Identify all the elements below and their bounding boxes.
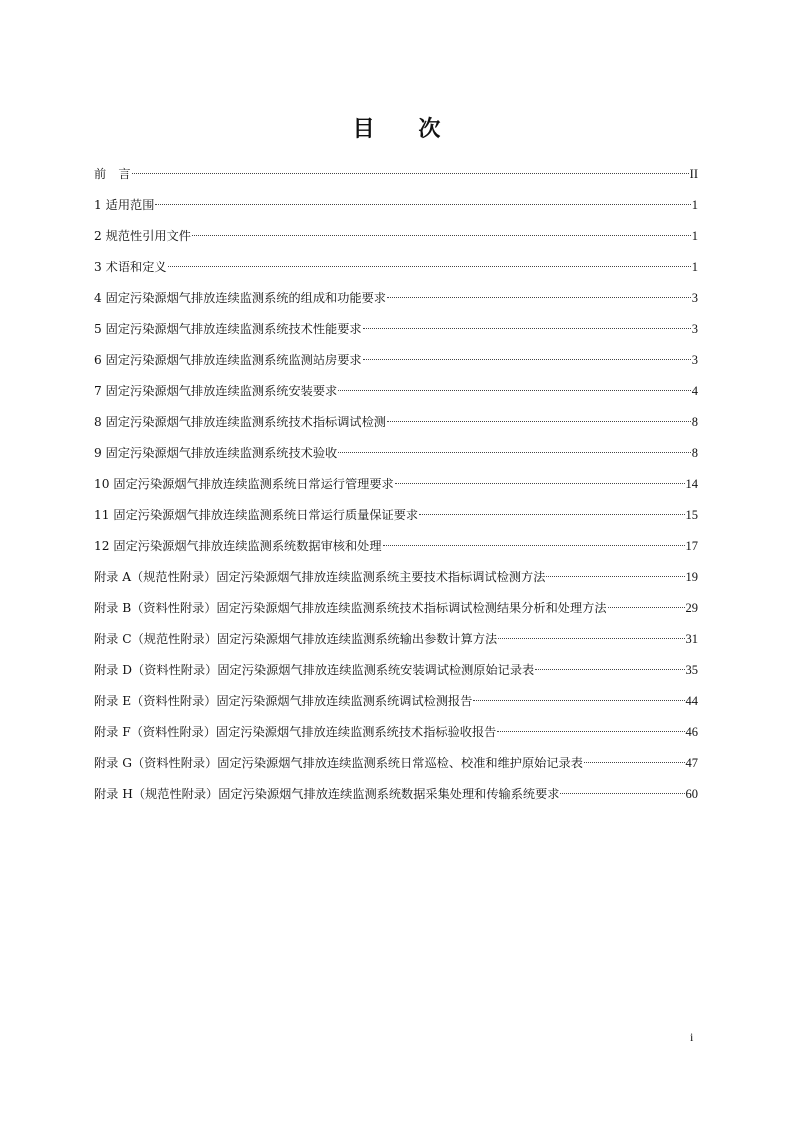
toc-entry-page: 1	[691, 229, 698, 243]
toc-entry-page: 29	[685, 601, 698, 615]
toc-leader-dots	[473, 700, 684, 701]
toc-entry[interactable]	[94, 534, 698, 565]
toc-entry-page: 4	[691, 384, 698, 398]
page-number: i	[690, 1030, 694, 1044]
toc-entry[interactable]	[94, 162, 698, 193]
toc-entry-page: 19	[685, 570, 698, 584]
toc-entry-label: 附录 A（规范性附录）固定污染源烟气排放连续监测系统主要技术指标调试检测方法	[94, 570, 546, 584]
toc-entry[interactable]	[94, 596, 698, 627]
toc-entry-page: 8	[691, 415, 698, 429]
toc-leader-dots	[192, 235, 691, 236]
toc-entry-label: 附录 B（资料性附录）固定污染源烟气排放连续监测系统技术指标调试检测结果分析和处理方法	[94, 601, 607, 615]
toc-entry-label: 附录 D（资料性附录）固定污染源烟气排放连续监测系统安装调试检测原始记录表	[94, 663, 535, 677]
toc-entry[interactable]	[94, 751, 698, 782]
toc-entry-label: 9 固定污染源烟气排放连续监测系统技术验收	[94, 446, 338, 460]
toc-leader-dots	[132, 173, 689, 174]
toc-entry-page: 8	[691, 446, 698, 460]
toc-entry-page: 15	[685, 508, 698, 522]
toc-entry-page: 47	[685, 756, 698, 770]
toc-entry[interactable]	[94, 348, 698, 379]
toc-entry-page: II	[689, 167, 698, 181]
toc-entry[interactable]	[94, 565, 698, 596]
toc-entry[interactable]	[94, 255, 698, 286]
toc-entry-page: 14	[685, 477, 698, 491]
toc-entry[interactable]	[94, 379, 698, 410]
toc-leader-dots	[387, 297, 691, 298]
toc-leader-dots	[363, 328, 691, 329]
toc-entry[interactable]	[94, 627, 698, 658]
toc-entry-page: 3	[691, 322, 698, 336]
toc-entry[interactable]	[94, 441, 698, 472]
toc-entry-label: 附录 E（资料性附录）固定污染源烟气排放连续监测系统调试检测报告	[94, 694, 473, 708]
toc-entry[interactable]	[94, 317, 698, 348]
toc-entry-label: 8 固定污染源烟气排放连续监测系统技术指标调试检测	[94, 415, 386, 429]
toc-entry-label: 附录 C（规范性附录）固定污染源烟气排放连续监测系统输出参数计算方法	[94, 632, 498, 646]
toc-entry-page: 46	[685, 725, 698, 739]
toc-entry-label: 4 固定污染源烟气排放连续监测系统的组成和功能要求	[94, 291, 386, 305]
toc-entry-page: 17	[685, 539, 698, 553]
toc-entry[interactable]	[94, 782, 698, 813]
toc-leader-dots	[546, 576, 684, 577]
toc-leader-dots	[155, 204, 690, 205]
toc-leader-dots	[608, 607, 685, 608]
toc-entry-label: 3 术语和定义	[94, 260, 167, 274]
toc-leader-dots	[363, 359, 691, 360]
toc-entry-label: 附录 H（规范性附录）固定污染源烟气排放连续监测系统数据采集处理和传输系统要求	[94, 787, 560, 801]
toc-entry[interactable]	[94, 410, 698, 441]
toc-entry-label: 7 固定污染源烟气排放连续监测系统安装要求	[94, 384, 338, 398]
toc-entry-label: 12 固定污染源烟气排放连续监测系统数据审核和处理	[94, 539, 382, 553]
toc-entry[interactable]	[94, 193, 698, 224]
toc-entry[interactable]	[94, 286, 698, 317]
toc-leader-dots	[560, 793, 684, 794]
toc-leader-dots	[383, 545, 685, 546]
toc-entry[interactable]	[94, 224, 698, 255]
toc-entry-page: 3	[691, 353, 698, 367]
page-title: 目 次	[352, 117, 459, 142]
toc-leader-dots	[168, 266, 691, 267]
toc-leader-dots	[584, 762, 685, 763]
toc-entry-label: 附录 F（资料性附录）固定污染源烟气排放连续监测系统技术指标验收报告	[94, 725, 497, 739]
toc-leader-dots	[535, 669, 684, 670]
toc-entry-page: 35	[685, 663, 698, 677]
toc-entry-label: 2 规范性引用文件	[94, 229, 191, 243]
toc-entry-page: 1	[691, 198, 698, 212]
toc-leader-dots	[395, 483, 685, 484]
toc-entry-page: 44	[685, 694, 698, 708]
toc-entry[interactable]	[94, 689, 698, 720]
toc-entry-label: 6 固定污染源烟气排放连续监测系统监测站房要求	[94, 353, 362, 367]
toc-entry-page: 3	[691, 291, 698, 305]
toc-entry-page: 31	[685, 632, 698, 646]
table-of-contents	[94, 162, 698, 813]
toc-entry-label: 1 适用范围	[94, 198, 155, 212]
toc-leader-dots	[497, 731, 684, 732]
toc-leader-dots	[498, 638, 684, 639]
toc-entry-label: 5 固定污染源烟气排放连续监测系统技术性能要求	[94, 322, 362, 336]
toc-entry-label: 11 固定污染源烟气排放连续监测系统日常运行质量保证要求	[94, 508, 419, 522]
toc-leader-dots	[419, 514, 684, 515]
toc-entry-label: 10 固定污染源烟气排放连续监测系统日常运行管理要求	[94, 477, 394, 491]
toc-entry-page: 60	[685, 787, 698, 801]
toc-entry-page: 1	[691, 260, 698, 274]
toc-leader-dots	[338, 390, 691, 391]
toc-entry[interactable]	[94, 720, 698, 751]
toc-leader-dots	[387, 421, 691, 422]
toc-entry[interactable]	[94, 472, 698, 503]
toc-entry-label: 附录 G（资料性附录）固定污染源烟气排放连续监测系统日常巡检、校准和维护原始记录表	[94, 756, 583, 770]
toc-entry-label: 前 言	[94, 167, 131, 181]
toc-entry[interactable]	[94, 503, 698, 534]
toc-entry[interactable]	[94, 658, 698, 689]
toc-leader-dots	[338, 452, 691, 453]
